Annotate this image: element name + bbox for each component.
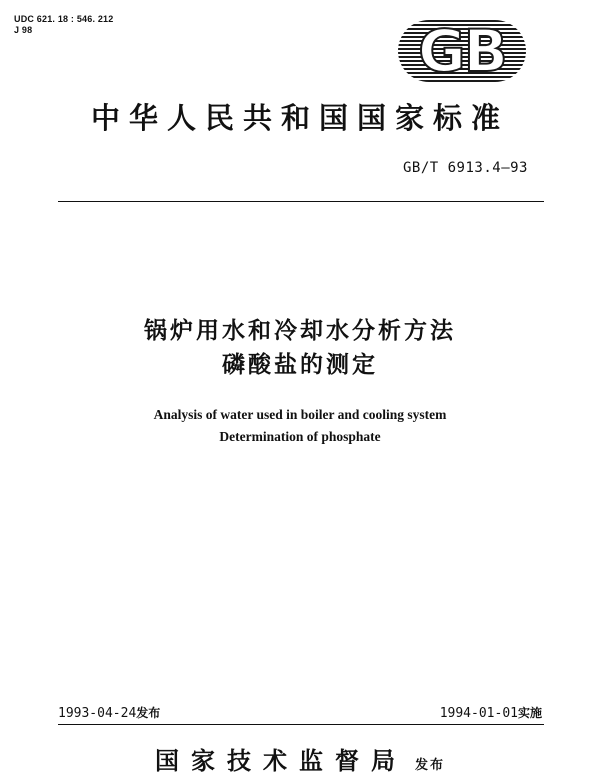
issuer-name: 国家技术监督局 (154, 747, 407, 775)
implementation-date (440, 704, 542, 723)
issue-date-suffix: 发布 (136, 706, 161, 720)
issuer-suffix: 发布 (414, 758, 445, 773)
header-divider (58, 201, 544, 202)
udc-code: UDC 621. 18 : 546. 212 (14, 14, 114, 24)
issue-date (58, 704, 160, 723)
standard-number: GB/T 6913.4—93 (402, 160, 528, 176)
gb-logo-text: GB (418, 20, 506, 82)
standard-type-heading: 中华人民共和国国家标准 (90, 101, 509, 135)
class-code: J 98 (14, 25, 33, 35)
chinese-title-line-1: 锅炉用水和冷却水分析方法 (144, 318, 456, 344)
issue-date-value: 1993-04-24 (58, 706, 137, 721)
chinese-title-line-2: 磷酸盐的测定 (222, 352, 378, 378)
gb-logo (398, 20, 526, 82)
english-title-line-1: Analysis of water used in boiler and cooling system (153, 407, 447, 422)
footer-divider (58, 724, 544, 725)
implementation-date-value: 1994-01-01 (439, 706, 518, 721)
issuing-authority (0, 746, 600, 781)
udc-classification (14, 14, 113, 36)
english-title-line-2: Determination of phosphate (219, 429, 381, 444)
implementation-date-suffix: 实施 (517, 706, 542, 720)
